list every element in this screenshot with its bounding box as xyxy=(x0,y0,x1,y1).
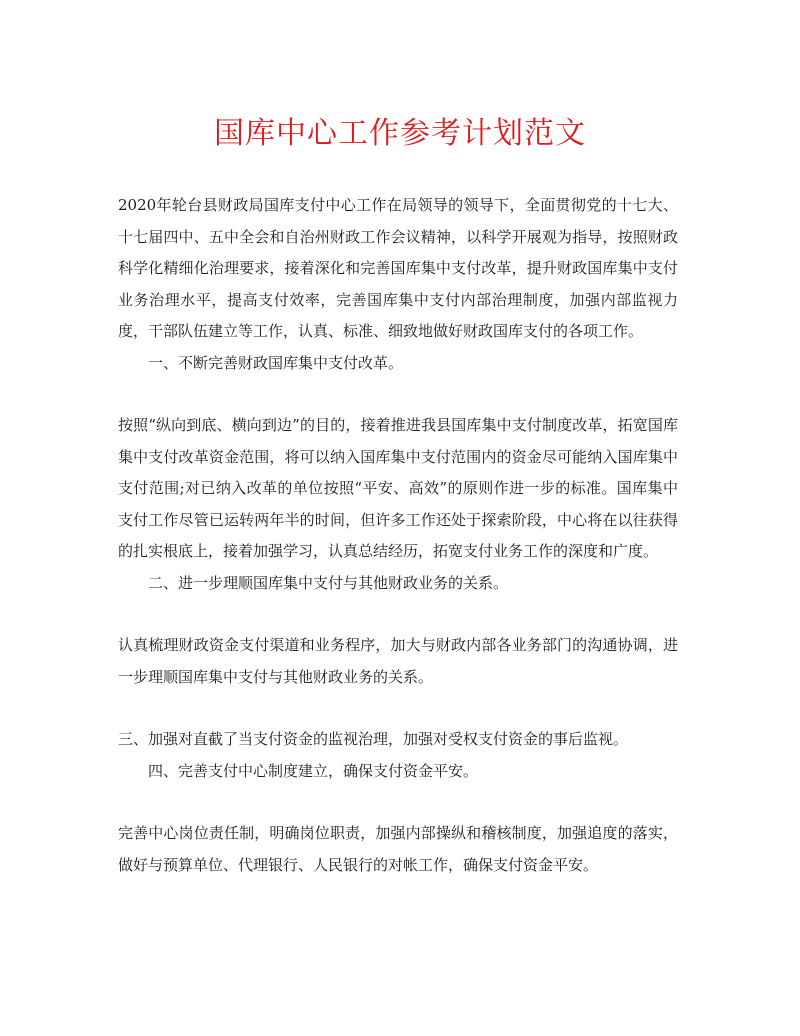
paragraph-intro: 2020年轮台县财政局国库支付中心工作在局领导的领导下，全面贯彻党的十七大、十七届四中、五中全会和自治州财政工作会议精神，以科学开展观为指导，按照财政科学化精细化治理要求，接着深化和完善国库集中支付改革，提升财政国库集中支付业务治理水平，提高支付效率，完善国库集中支付内部治理制度，加强内部监视力度，干部队伍建立等工作，认真、标准、细致地做好财政国库支付的各项工作。 xyxy=(118,196,678,340)
section-heading-3: 三、加强对直截了当支付资金的监视治理，加强对受权支付资金的事后监视。 xyxy=(118,730,629,748)
section-heading-1: 一、不断完善财政国库集中支付改革。 xyxy=(148,353,404,372)
paragraph-section-1: 按照“纵向到底、横向到边”的目的，接着推进我县国库集中支付制度改革，拓宽国库集中支付改革资金范围，将可以纳入国库集中支付范围内的资金尽可能纳入国库集中支付范围;对已纳入改革的单位按照“平安、高效”的原则作进一步的标准。国库集中支付工作尽管已运转两年半的时间，但许多工作还处于探索阶段，中心将在以往获得的扎实根底上，接着加强学习，认真总结经历，拓宽支付业务工作的深度和广度。 xyxy=(118,416,678,560)
section-heading-2: 二、进一步理顺国库集中支付与其他财政业务的关系。 xyxy=(148,573,509,592)
document-body xyxy=(118,190,678,881)
document-title: 国库中心工作参考计划范文 xyxy=(214,116,586,151)
paragraph-section-4: 完善中心岗位责任制，明确岗位职责，加强内部操纵和稽核制度，加强追度的落实，做好与预算单位、代理银行、人民银行的对帐工作，确保支付资金平安。 xyxy=(118,824,678,874)
paragraph-section-2: 认真梳理财政资金支付渠道和业务程序，加大与财政内部各业务部门的沟通协调，进一步理顺国库集中支付与其他财政业务的关系。 xyxy=(118,636,678,686)
section-heading-4: 四、完善支付中心制度建立，确保支付资金平安。 xyxy=(148,761,479,780)
